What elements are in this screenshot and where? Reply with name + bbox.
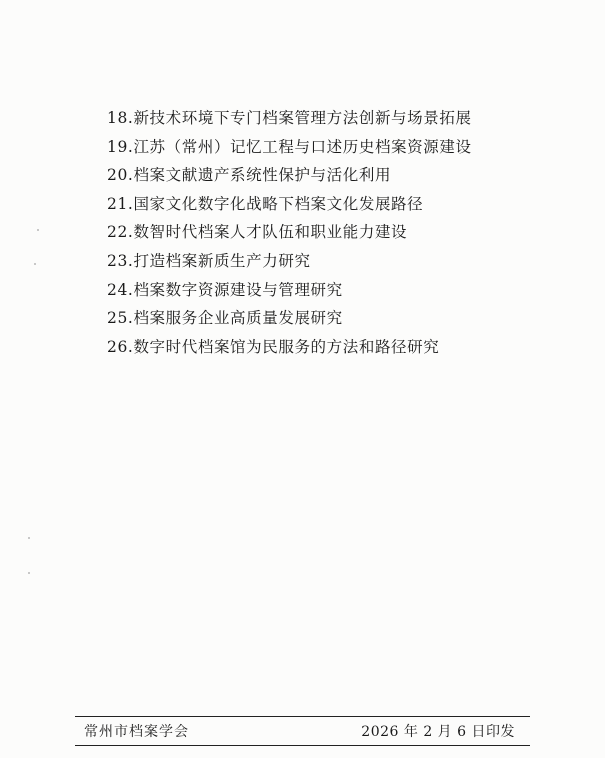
scan-speck <box>37 229 39 231</box>
list-item: 22.数智时代档案人才队伍和职业能力建设 <box>107 223 408 242</box>
scan-speck <box>28 572 30 574</box>
footer-bottom-rule <box>75 745 530 746</box>
list-item: 24.档案数字资源建设与管理研究 <box>107 280 343 299</box>
scan-speck <box>28 537 30 539</box>
scan-speck <box>34 263 36 265</box>
footer-top-rule <box>75 716 530 717</box>
issuing-organization: 常州市档案学会 <box>84 724 189 740</box>
list-item: 19.江苏（常州）记忆工程与口述历史档案资源建设 <box>107 137 472 156</box>
list-item: 25.档案服务企业高质量发展研究 <box>107 309 343 328</box>
list-item: 21.国家文化数字化战略下档案文化发展路径 <box>107 194 424 213</box>
list-item: 18.新技术环境下专门档案管理方法创新与场景拓展 <box>107 109 472 127</box>
list-item: 23.打造档案新质生产力研究 <box>107 251 311 270</box>
research-topic-list <box>107 104 472 361</box>
list-item: 20.档案文献遗产系统性保护与活化利用 <box>107 166 392 185</box>
list-item: 26.数字时代档案馆为民服务的方法和路径研究 <box>107 337 440 356</box>
issue-date: 2026 年 2 月 6 日印发 <box>361 724 515 740</box>
